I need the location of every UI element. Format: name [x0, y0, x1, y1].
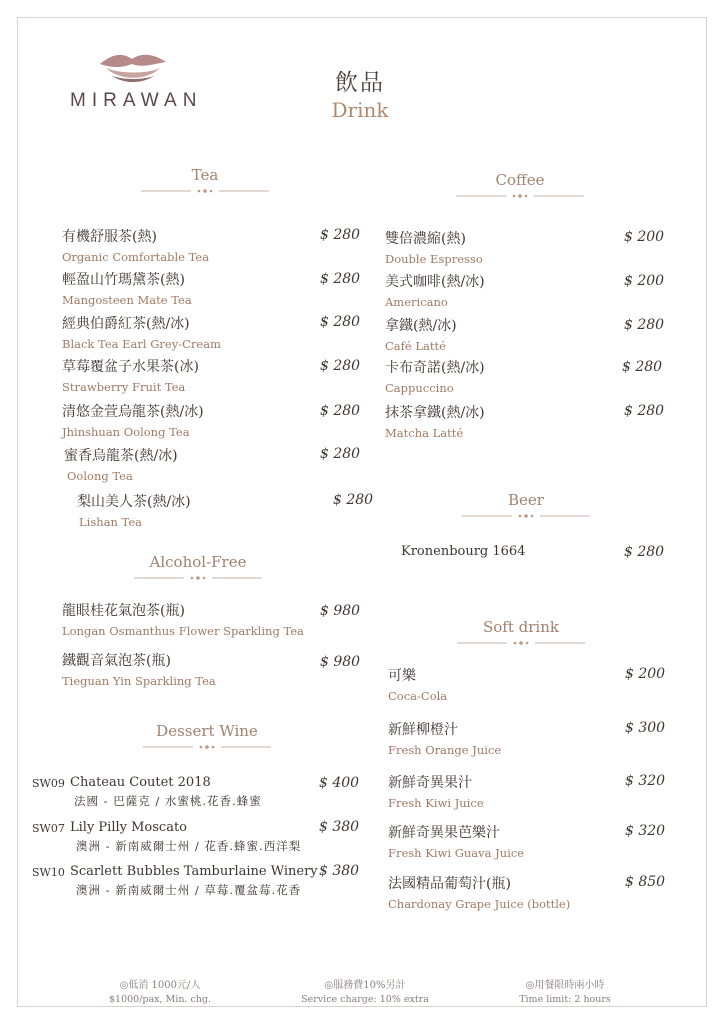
item-name-en: Matcha Latté	[385, 426, 464, 440]
item-name-zh: 抹茶拿鐵(熱/冰)	[385, 405, 485, 421]
lips-logo-icon	[98, 50, 168, 86]
menu-item	[388, 873, 570, 911]
section-title: Tea	[191, 166, 219, 184]
item-price: $ 280	[320, 446, 361, 462]
item-name-en: Fresh Kiwi Guava Juice	[388, 846, 525, 860]
item-price: $ 280	[320, 271, 361, 287]
dessert-wine-section-header	[142, 722, 272, 751]
menu-item	[62, 226, 209, 264]
footer-zh: ◎服務費10%另計	[324, 980, 406, 991]
wine-name: Chateau Coutet 2018	[70, 775, 211, 790]
item-name-zh: 可樂	[388, 668, 416, 684]
menu-item	[62, 650, 216, 688]
footer-zh: ◎低消 1000元/人	[119, 980, 201, 991]
item-name-en: Longan Osmanthus Flower Sparkling Tea	[62, 624, 304, 638]
menu-item	[62, 269, 192, 307]
item-name-en: Cappuccino	[385, 381, 454, 395]
section-title: Beer	[508, 491, 544, 509]
menu-item	[77, 491, 191, 529]
item-name-zh: 新鮮奇異果芭樂汁	[388, 825, 500, 841]
section-title: Soft drink	[483, 618, 559, 636]
section-title: Coffee	[495, 171, 545, 189]
menu-item	[62, 600, 304, 638]
item-name-zh: 法國精品葡萄汁(瓶)	[388, 876, 511, 892]
beer-name: Kronenbourg 1664	[401, 544, 526, 559]
item-name-en: Black Tea Earl Grey-Cream	[62, 337, 221, 351]
soft-drink-section-header	[456, 618, 586, 647]
menu-item	[385, 357, 485, 395]
item-price: $ 300	[625, 720, 666, 736]
footer-zh: ◎用餐限時兩小時	[525, 980, 605, 991]
item-name-en: Oolong Tea	[67, 469, 133, 483]
item-name-en: Double Espresso	[385, 252, 483, 266]
divider-ornament-icon	[457, 639, 585, 647]
footer-time-limit	[500, 976, 630, 1005]
item-name-en: Fresh Orange Juice	[388, 743, 502, 757]
item-price: $ 320	[625, 823, 666, 839]
wine-item	[70, 864, 318, 898]
item-name-zh: 新鮮柳橙汁	[388, 722, 458, 738]
divider-ornament-icon	[462, 512, 590, 520]
footer-min-charge	[95, 976, 225, 1005]
item-price: $ 280	[320, 403, 361, 419]
item-name-zh: 鐵觀音氣泡茶(瓶)	[62, 653, 171, 669]
item-price: $ 280	[320, 358, 361, 374]
menu-item	[385, 228, 483, 266]
beer-section-header	[461, 491, 591, 520]
menu-item	[385, 271, 485, 309]
coffee-section-header	[455, 171, 585, 200]
wine-name: Lily Pilly Moscato	[70, 820, 188, 835]
menu-item	[62, 313, 221, 351]
tea-section-header	[140, 166, 270, 195]
item-price: $ 850	[625, 874, 666, 890]
item-name-en: Strawberry Fruit Tea	[62, 380, 186, 394]
footer-en: Service charge: 10% extra	[301, 994, 429, 1005]
item-name-zh: 新鮮奇異果汁	[388, 775, 472, 791]
item-name-zh: 龍眼桂花氣泡茶(瓶)	[62, 603, 185, 619]
wine-item	[70, 820, 301, 854]
item-price: $ 280	[622, 359, 663, 375]
wine-description: 澳洲 - 新南威爾士州 / 花香.蜂蜜.西洋梨	[76, 839, 302, 853]
wine-code: SW07	[32, 822, 65, 835]
wine-item	[70, 775, 262, 809]
menu-item	[388, 772, 484, 810]
item-name-en: Jhinshuan Oolong Tea	[62, 425, 190, 439]
menu-item	[62, 356, 199, 394]
menu-item	[388, 719, 501, 757]
page-title-en: Drink	[331, 98, 389, 122]
item-name-zh: 雙倍濃縮(熱)	[385, 231, 466, 247]
divider-ornament-icon	[141, 187, 269, 195]
item-name-en: Americano	[385, 295, 448, 309]
menu-item	[388, 665, 447, 703]
item-price: $ 280	[320, 227, 361, 243]
item-name-en: Café Latté	[385, 339, 446, 353]
menu-item	[385, 402, 485, 440]
item-name-en: Mangosteen Mate Tea	[62, 293, 192, 307]
item-name-zh: 梨山美人茶(熱/冰)	[77, 494, 191, 510]
menu-item	[62, 401, 204, 439]
menu-item	[388, 822, 524, 860]
divider-ornament-icon	[143, 743, 271, 751]
item-name-zh: 清悠金萱烏龍茶(熱/冰)	[62, 404, 204, 420]
item-name-zh: 經典伯爵紅茶(熱/冰)	[62, 316, 190, 332]
item-name-zh: 有機舒服茶(熱)	[62, 229, 157, 245]
item-price: $ 320	[625, 773, 666, 789]
item-price: $ 200	[624, 229, 665, 245]
divider-ornament-icon	[456, 192, 584, 200]
item-name-en: Tieguan Yin Sparkling Tea	[62, 674, 216, 688]
item-price: $ 280	[624, 544, 665, 560]
item-name-zh: 輕盈山竹瑪黛茶(熱)	[62, 272, 185, 288]
item-name-zh: 拿鐵(熱/冰)	[385, 318, 457, 334]
item-name-en: Lishan Tea	[79, 515, 142, 529]
footer-en: Time limit: 2 hours	[519, 994, 611, 1005]
brand-logo	[70, 50, 203, 112]
item-price: $ 200	[625, 666, 666, 682]
item-name-en: Fresh Kiwi Juice	[388, 796, 484, 810]
alcohol-free-section-header	[133, 553, 263, 582]
item-price: $ 400	[319, 775, 360, 791]
wine-description: 澳洲 - 新南威爾士州 / 草莓.覆盆莓.花香	[76, 883, 302, 897]
page-title-zh: 飲品	[335, 70, 385, 96]
item-name-en: Coca-Cola	[388, 689, 448, 703]
item-name-en: Chardonay Grape Juice (bottle)	[388, 897, 571, 911]
section-title: Dessert Wine	[156, 722, 258, 740]
wine-code: SW09	[32, 777, 65, 790]
menu-item	[385, 315, 457, 353]
divider-ornament-icon	[134, 574, 262, 582]
wine-name: Scarlett Bubbles Tamburlaine Winery	[70, 864, 318, 879]
item-name-zh: 草莓覆盆子水果茶(冰)	[62, 359, 199, 375]
section-title: Alcohol-Free	[149, 553, 247, 571]
item-name-zh: 蜜香烏龍茶(熱/冰)	[64, 448, 178, 464]
footer-service-charge	[295, 976, 435, 1005]
item-price: $ 200	[624, 273, 665, 289]
item-price: $ 280	[320, 314, 361, 330]
item-price: $ 380	[319, 819, 360, 835]
menu-item	[64, 445, 178, 483]
item-price: $ 280	[624, 403, 665, 419]
brand-name: MIRAWAN	[70, 90, 203, 111]
item-price: $ 980	[320, 654, 361, 670]
wine-code: SW10	[32, 866, 65, 879]
item-name-en: Organic Comfortable Tea	[62, 250, 210, 264]
item-price: $ 380	[319, 863, 360, 879]
item-price: $ 980	[320, 603, 361, 619]
item-name-zh: 卡布奇諾(熱/冰)	[385, 360, 485, 376]
footer-en: $1000/pax, Min. chg.	[108, 994, 212, 1005]
item-name-zh: 美式咖啡(熱/冰)	[385, 274, 485, 290]
item-price: $ 280	[624, 317, 665, 333]
item-price: $ 280	[333, 492, 374, 508]
wine-description: 法國 - 巴薩克 / 水蜜桃.花香.蜂蜜	[74, 794, 262, 808]
